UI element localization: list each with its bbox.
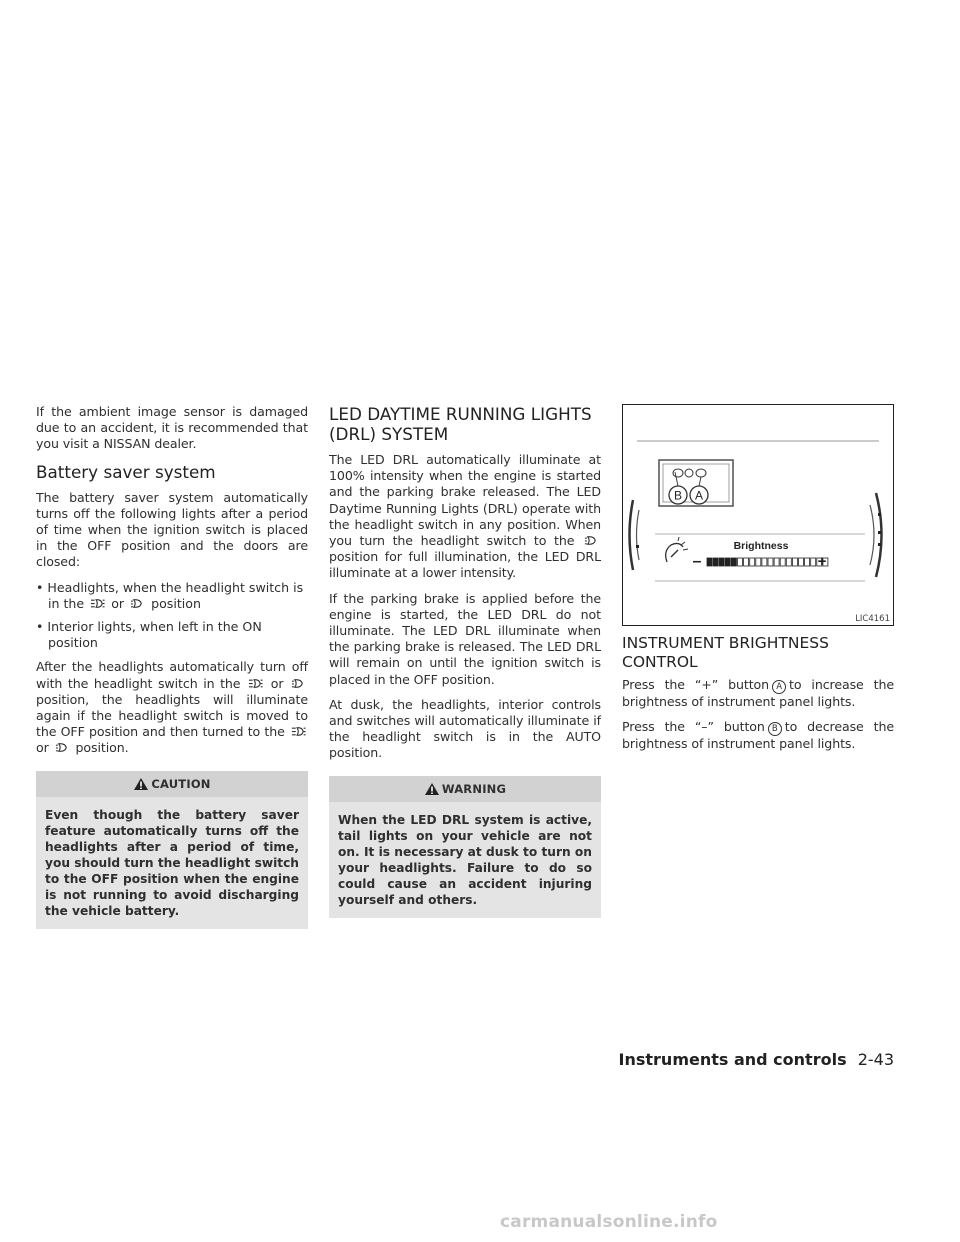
brightness-gauge-icon [666, 537, 688, 562]
level-segment-filled [707, 558, 712, 566]
warning-triangle-icon [133, 777, 149, 791]
paragraph-text: Press the “–” button [622, 719, 765, 735]
auto-off-paragraph [36, 659, 308, 756]
paragraph-text: After the headlights automatically turn off with the headlight switch in the [36, 659, 308, 691]
level-segment-empty [786, 558, 791, 566]
brightness-level-bar [707, 558, 828, 566]
instrument-panel-illustration [623, 405, 893, 625]
headlight-high-beam-icon [584, 535, 599, 546]
switch-button-icon [673, 469, 683, 477]
page-number: 2-43 [857, 1050, 894, 1069]
level-segment-empty [774, 558, 779, 566]
level-segment-empty [792, 558, 797, 566]
column-left [36, 404, 308, 929]
warning-box [329, 776, 601, 918]
callout-a-leader [699, 477, 701, 486]
right-gauge-arc [876, 493, 882, 577]
column-middle [329, 404, 601, 918]
list-item [36, 580, 308, 612]
callout-b-label: B [673, 488, 683, 503]
headlight-high-beam-icon [55, 742, 70, 753]
caution-title: CAUTION [151, 776, 211, 791]
caution-header [36, 771, 308, 797]
brightness-paragraph-2 [622, 719, 894, 752]
left-gauge-inner-arc [637, 510, 640, 560]
headlight-low-beam-icon [248, 678, 263, 689]
headlight-high-beam-icon [291, 678, 306, 689]
level-segment-empty [750, 558, 755, 566]
level-segment-empty [756, 558, 761, 566]
right-gauge-mark [878, 513, 881, 516]
intro-paragraph: If the ambient image sensor is damaged due to an accident, it is recommended that you visit a NISSAN dealer. [36, 404, 308, 452]
footer-section-title: Instruments and controls [618, 1050, 847, 1069]
caution-text: Even though the battery saver feature automatically turns off the headlights after a period of time, you should turn the headlight switch to the OFF position when the engine is not running to avoid discharging the vehicle battery. [45, 807, 299, 918]
callout-a-badge: A [772, 680, 786, 694]
caution-box [36, 771, 308, 929]
plus-sign: + [817, 553, 827, 570]
level-segment-filled [725, 558, 730, 566]
list-item: • Interior lights, when left in the ON position [36, 619, 262, 651]
watermark: carmanualsonline.info [500, 1212, 718, 1232]
right-gauge-mark [878, 543, 881, 546]
column-right [622, 404, 894, 761]
minus-sign: – [692, 553, 702, 570]
headlight-low-beam-icon [291, 726, 306, 737]
brightness-paragraph-1 [622, 677, 894, 710]
headlight-high-beam-icon [130, 598, 145, 609]
right-gauge-mark [878, 531, 881, 534]
figure-code: LIC4161 [855, 614, 890, 624]
brightness-heading: INSTRUMENT BRIGHTNESS CONTROL [622, 634, 829, 671]
paragraph-text: or [270, 675, 284, 691]
headlight-low-beam-icon [90, 598, 105, 609]
paragraph-text: position for full illumination, the LED DRL illuminate at a lower intensity. [329, 549, 601, 581]
level-segment-empty [805, 558, 810, 566]
left-gauge-arc [630, 500, 634, 570]
brightness-figure [622, 404, 894, 626]
battery-saver-list [36, 580, 308, 652]
paragraph-text: position, the headlights will illuminate again if the headlight switch is moved to the OFF position and then turned to the [36, 691, 308, 740]
paragraph-text: The LED DRL automatically illuminate at 100% intensity when the engine is started and the parking brake released. The LED Daytime Running Lights (DRL) operate with the headlight switch in any position. When you turn the headlight switch to the [329, 452, 601, 549]
warning-header [329, 776, 601, 802]
right-gauge-inner-arc [870, 505, 874, 565]
switch-button-icon [685, 469, 693, 477]
callout-b-leader [675, 472, 678, 486]
paragraph-text: or [36, 740, 49, 756]
paragraph-text: position. [75, 740, 129, 756]
drl-heading: LED DAYTIME RUNNING LIGHTS (DRL) SYSTEM [329, 404, 592, 444]
brightness-label: Brightness [733, 540, 789, 552]
list-item-text: position [151, 595, 201, 611]
callout-a-label: A [694, 488, 704, 503]
level-segment-empty [744, 558, 749, 566]
level-segment-empty [762, 558, 767, 566]
battery-saver-heading: Battery saver system [36, 461, 216, 482]
level-segment-empty [738, 558, 743, 566]
level-segment-filled [731, 558, 736, 566]
page-footer [619, 1050, 894, 1069]
drl-paragraph-1 [329, 452, 601, 582]
switch-button-icon [696, 469, 706, 477]
level-segment-filled [713, 558, 718, 566]
paragraph-text: Press the “+” button [622, 677, 770, 692]
paragraph-text: to increase the brightness of instrument panel lights. [622, 677, 894, 709]
left-gauge-mark [636, 545, 639, 548]
level-segment-empty [768, 558, 773, 566]
list-item-text: or [111, 595, 125, 611]
level-segment-empty [780, 558, 785, 566]
warning-text: When the LED DRL system is active, tail lights on your vehicle are not on. It is necessary at dusk to turn on your headlights. Failure to do so could cause an accident injuring yourself and others. [338, 812, 592, 907]
drl-paragraph-2: If the parking brake is applied before the engine is started, the LED DRL do not illuminate. The LED DRL illuminate when the parking brake is released. The LED DRL will remain on until the ignition switch is placed in the OFF position. [329, 590, 601, 687]
drl-paragraph-3: At dusk, the headlights, interior controls and switches will automatically illuminate if the headlight switch is in the AUTO position. [329, 696, 601, 761]
level-segment-empty [811, 558, 816, 566]
callout-b-badge: B [768, 722, 782, 736]
level-segment-empty [799, 558, 804, 566]
list-item-text: • Headlights, when the headlight switch is in the [36, 579, 304, 611]
level-segment-filled [719, 558, 724, 566]
warning-triangle-icon [424, 782, 440, 796]
paragraph-text: to decrease the brightness of instrument panel lights. [622, 719, 894, 752]
battery-saver-paragraph: The battery saver system automatically turns off the following lights after a period of time when the ignition switch is placed in the OFF position and the doors are closed: [36, 489, 308, 570]
warning-title: WARNING [441, 781, 507, 796]
